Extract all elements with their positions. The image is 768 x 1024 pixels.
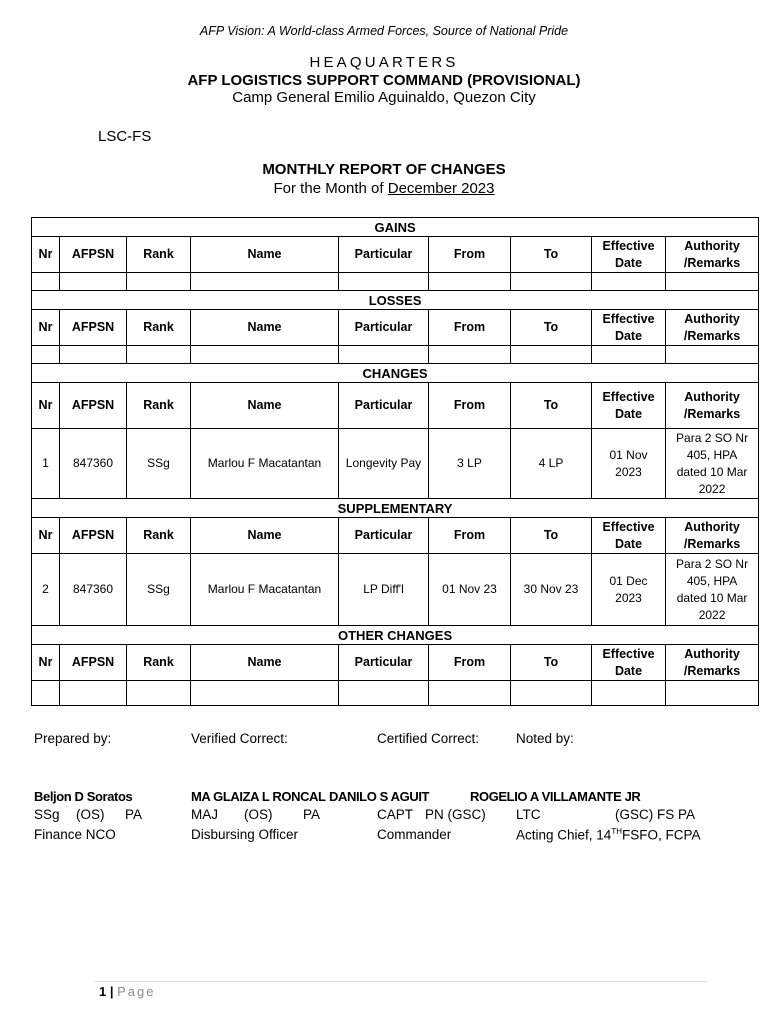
header-row: [32, 310, 759, 346]
col-nr: Nr: [32, 310, 60, 346]
command-name: AFP LOGISTICS SUPPORT COMMAND (PROVISIONAL): [187, 72, 581, 89]
cell-authority: Para 2 SO Nr 405, HPA dated 10 Mar 2022: [666, 429, 759, 499]
col-to: To: [511, 237, 592, 273]
col-effective-date: Effective Date: [592, 383, 666, 429]
col-particular: Particular: [339, 237, 429, 273]
section-title: CHANGES: [32, 364, 759, 383]
header-row: [32, 383, 759, 429]
cell-to: 30 Nov 23: [511, 554, 592, 626]
office-code: LSC-FS: [98, 128, 152, 145]
col-rank: Rank: [127, 518, 191, 554]
col-to: To: [511, 518, 592, 554]
col-name: Name: [191, 237, 339, 273]
section-title: LOSSES: [32, 291, 759, 310]
noted-by-label: Noted by:: [516, 731, 574, 746]
col-effective-date: Effective Date: [592, 518, 666, 554]
noted-by-rank: LTC: [516, 807, 541, 822]
verified-by-position: Disbursing Officer: [191, 827, 299, 842]
verified-correct-label: Verified Correct:: [191, 731, 288, 746]
col-afpsn: AFPSN: [60, 383, 127, 429]
prepared-by-branch: (OS): [76, 807, 105, 822]
vision-statement: AFP Vision: A World-class Armed Forces, Source of National Pride: [199, 24, 569, 38]
cell-particular: Longevity Pay: [339, 429, 429, 499]
cell-from: 3 LP: [429, 429, 511, 499]
table-row-empty: [32, 273, 759, 291]
report-table: [31, 217, 759, 706]
col-name: Name: [191, 383, 339, 429]
prepared-by-name: Beljon D Soratos: [34, 789, 133, 804]
col-nr: Nr: [32, 518, 60, 554]
col-authority: Authority /Remarks: [666, 383, 759, 429]
col-nr: Nr: [32, 237, 60, 273]
prepared-by-rank: SSg: [34, 807, 60, 822]
col-effective-date: Effective Date: [592, 310, 666, 346]
noted-by-name: ROGELIO A VILLAMANTE JR: [470, 789, 641, 804]
col-name: Name: [191, 518, 339, 554]
col-particular: Particular: [339, 383, 429, 429]
col-name: Name: [191, 645, 339, 681]
headquarters-title: HEAQUARTERS: [309, 54, 459, 71]
prepared-by-position: Finance NCO: [34, 827, 116, 842]
header-row: [32, 237, 759, 273]
col-from: From: [429, 383, 511, 429]
noted-by-position: Acting Chief, 14THFSFO, FCPA: [516, 827, 701, 843]
page-word: Page: [117, 984, 156, 999]
certified-correct-label: Certified Correct:: [377, 731, 480, 746]
col-rank: Rank: [127, 645, 191, 681]
cell-nr: 1: [32, 429, 60, 499]
col-rank: Rank: [127, 237, 191, 273]
camp-address: Camp General Emilio Aguinaldo, Quezon City: [232, 89, 536, 106]
page-number: 1: [99, 984, 107, 999]
section-losses: [32, 291, 759, 310]
cell-rank: SSg: [127, 429, 191, 499]
verified-by-name: MA GLAIZA L RONCAL: [191, 789, 326, 804]
col-from: From: [429, 518, 511, 554]
header-row: [32, 645, 759, 681]
col-effective-date: Effective Date: [592, 645, 666, 681]
cell-nr: 2: [32, 554, 60, 626]
cell-name: Marlou F Macatantan: [191, 429, 339, 499]
col-to: To: [511, 383, 592, 429]
col-rank: Rank: [127, 310, 191, 346]
report-title: MONTHLY REPORT OF CHANGES: [262, 161, 506, 178]
prepared-by-service: PA: [125, 807, 143, 822]
section-supplementary: [32, 499, 759, 518]
col-authority: Authority /Remarks: [666, 310, 759, 346]
col-nr: Nr: [32, 645, 60, 681]
table-row: [32, 554, 759, 626]
cell-name: Marlou F Macatantan: [191, 554, 339, 626]
section-changes: [32, 364, 759, 383]
certified-by-name: DANILO S AGUIT: [329, 789, 430, 804]
col-particular: Particular: [339, 518, 429, 554]
section-title: SUPPLEMENTARY: [32, 499, 759, 518]
prepared-by-label: Prepared by:: [34, 731, 112, 746]
table-row: [32, 429, 759, 499]
col-authority: Authority /Remarks: [666, 237, 759, 273]
report-month: [0, 180, 768, 197]
col-from: From: [429, 310, 511, 346]
certified-by-rank: CAPT: [377, 807, 414, 822]
cell-rank: SSg: [127, 554, 191, 626]
cell-particular: LP Diff'l: [339, 554, 429, 626]
certified-by-position: Commander: [377, 827, 452, 842]
col-effective-date: Effective Date: [592, 237, 666, 273]
col-nr: Nr: [32, 383, 60, 429]
section-title: OTHER CHANGES: [32, 626, 759, 645]
section-gains: [32, 218, 759, 237]
verified-by-branch: (OS): [244, 807, 273, 822]
certified-by-branch: PN (GSC): [425, 807, 486, 822]
header-row: [32, 518, 759, 554]
table-row-empty: [32, 681, 759, 706]
cell-afpsn: 847360: [60, 429, 127, 499]
footer-divider: [95, 981, 707, 982]
col-name: Name: [191, 310, 339, 346]
cell-afpsn: 847360: [60, 554, 127, 626]
verified-by-service: PA: [303, 807, 321, 822]
col-from: From: [429, 645, 511, 681]
cell-from: 01 Nov 23: [429, 554, 511, 626]
col-authority: Authority /Remarks: [666, 645, 759, 681]
col-to: To: [511, 310, 592, 346]
cell-to: 4 LP: [511, 429, 592, 499]
section-other-changes: [32, 626, 759, 645]
col-from: From: [429, 237, 511, 273]
col-afpsn: AFPSN: [60, 310, 127, 346]
page-footer: 1 | Page: [99, 984, 156, 999]
cell-effective-date: 01 Nov 2023: [592, 429, 666, 499]
col-afpsn: AFPSN: [60, 645, 127, 681]
col-particular: Particular: [339, 645, 429, 681]
col-authority: Authority /Remarks: [666, 518, 759, 554]
col-afpsn: AFPSN: [60, 237, 127, 273]
month-prefix: For the Month of: [273, 180, 388, 197]
col-rank: Rank: [127, 383, 191, 429]
col-afpsn: AFPSN: [60, 518, 127, 554]
verified-by-rank: MAJ: [191, 807, 218, 822]
month-value: December 2023: [387, 180, 495, 197]
cell-effective-date: 01 Dec 2023: [592, 554, 666, 626]
col-to: To: [511, 645, 592, 681]
section-title: GAINS: [32, 218, 759, 237]
col-particular: Particular: [339, 310, 429, 346]
table-row-empty: [32, 346, 759, 364]
noted-by-branch: (GSC) FS PA: [615, 807, 696, 822]
cell-authority: Para 2 SO Nr 405, HPA dated 10 Mar 2022: [666, 554, 759, 626]
